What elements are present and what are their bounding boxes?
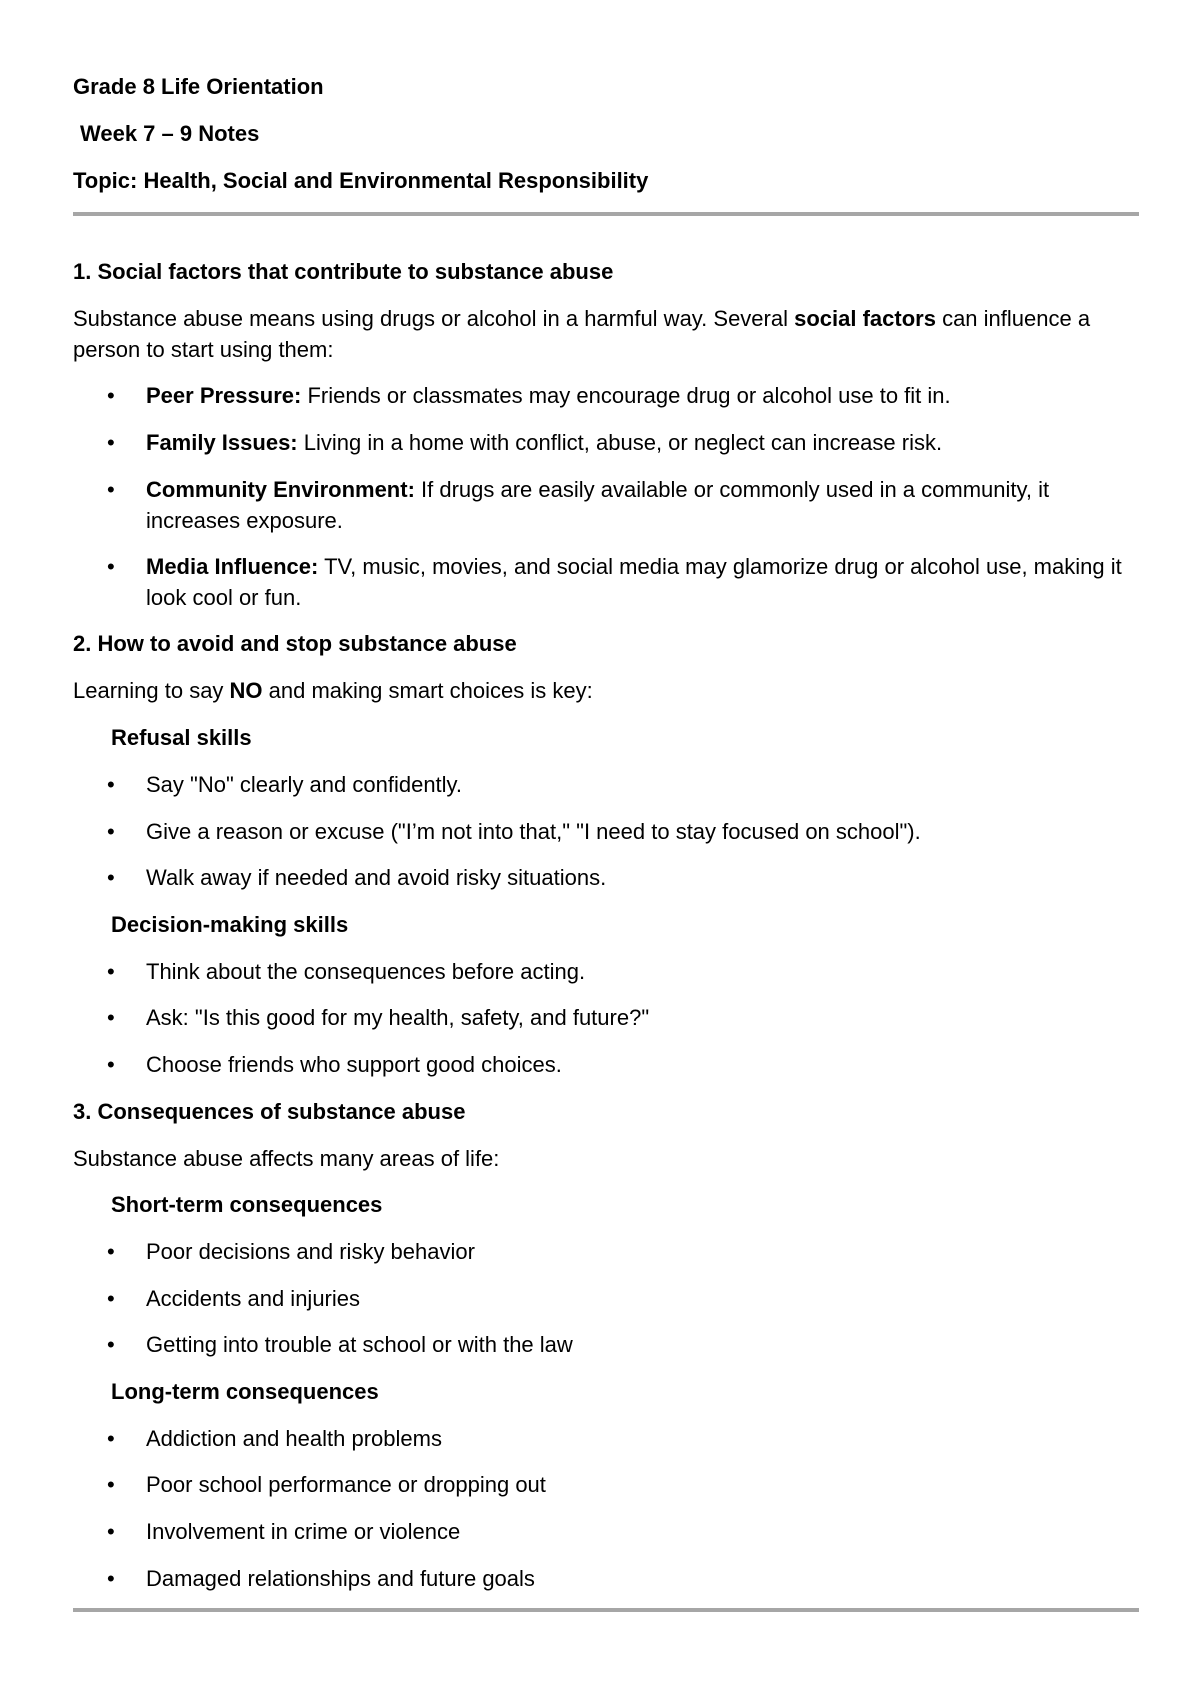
bullet-icon: •: [107, 1239, 115, 1264]
section3-intro: Substance abuse affects many areas of life:: [73, 1146, 500, 1171]
bullet-icon: •: [107, 1519, 115, 1544]
bullet-icon: •: [107, 819, 115, 844]
bullet-icon: •: [107, 1286, 115, 1311]
bullet-icon: •: [107, 1566, 115, 1591]
bullet-icon: •: [107, 1426, 115, 1451]
bullet-icon: •: [107, 554, 115, 579]
section3-heading: 3. Consequences of substance abuse: [73, 1099, 466, 1124]
bullet-icon: •: [107, 1332, 115, 1357]
decision-skills-heading: Decision-making skills: [111, 912, 349, 937]
topic-heading: Topic: Health, Social and Environmental Responsibility: [73, 168, 649, 193]
bullet-icon: •: [107, 1472, 115, 1497]
bullet-icon: •: [107, 772, 115, 797]
short-term-heading: Short-term consequences: [111, 1192, 383, 1217]
refusal-skills-heading: Refusal skills: [111, 725, 252, 750]
section1-intro: Substance abuse means using drugs or alcohol in a harmful way. Several social factors can influence a person to start using them:: [73, 306, 1091, 362]
bullet-icon: •: [107, 865, 115, 890]
long-term-heading: Long-term consequences: [111, 1379, 379, 1404]
section2-intro: Learning to say NO and making smart choices is key:: [73, 678, 593, 703]
bullet-icon: •: [107, 477, 115, 502]
bullet-icon: •: [107, 383, 115, 408]
document-title: Grade 8 Life Orientation: [73, 74, 324, 99]
bullet-icon: •: [107, 959, 115, 984]
footer-divider: [73, 1608, 1139, 1612]
week-label: Week 7 – 9 Notes: [80, 121, 260, 146]
section1-heading: 1. Social factors that contribute to substance abuse: [73, 259, 614, 284]
bullet-icon: •: [107, 430, 115, 455]
bullet-icon: •: [107, 1005, 115, 1030]
section2-heading: 2. How to avoid and stop substance abuse: [73, 631, 517, 656]
bullet-icon: •: [107, 1052, 115, 1077]
header-divider: [73, 212, 1139, 216]
